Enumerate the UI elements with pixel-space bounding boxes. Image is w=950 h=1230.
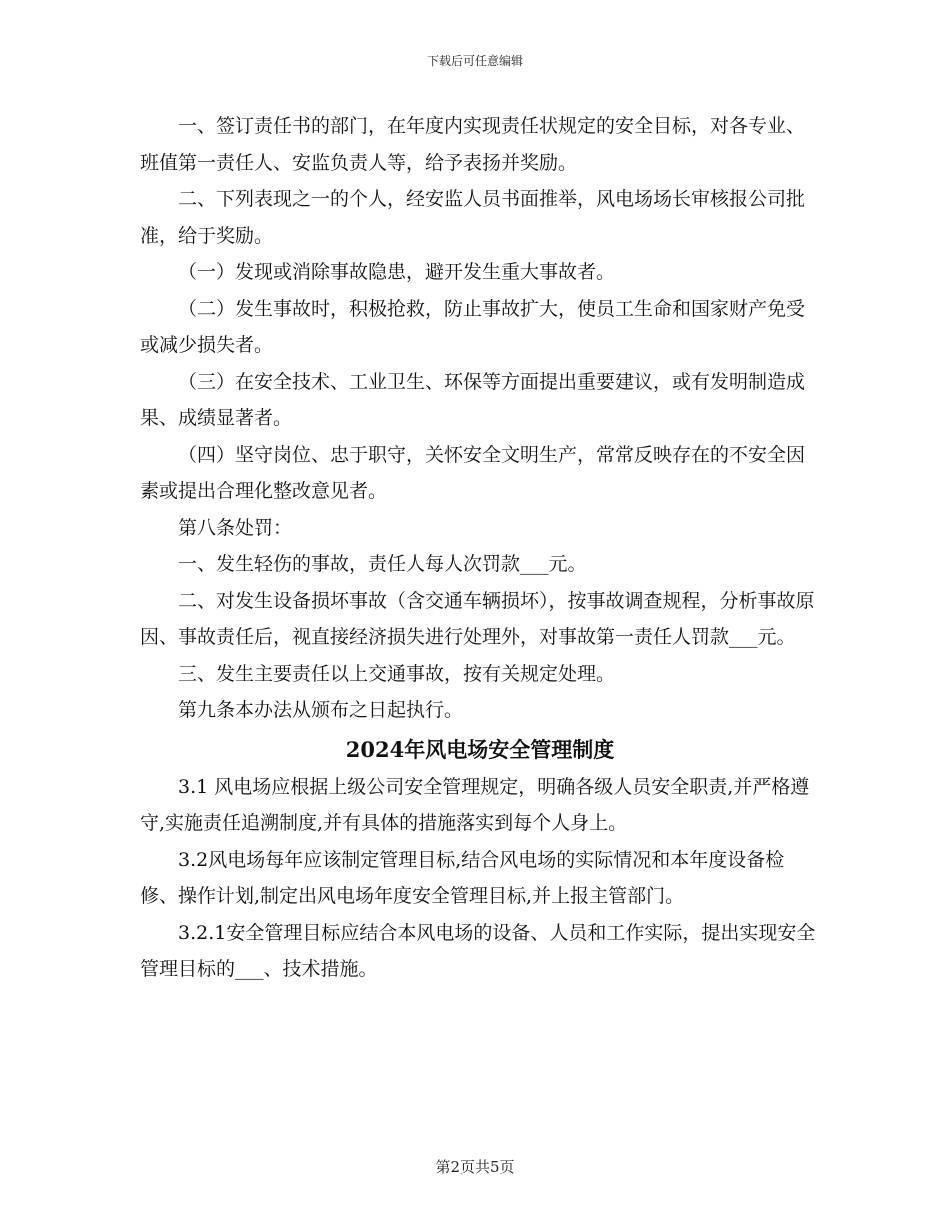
paragraph: 二、下列表现之一的个人，经安监人员书面推举，风电场场长审核报公司批准，给于奖励。	[140, 188, 806, 247]
section-title: 2024年风电场安全管理制度	[345, 736, 615, 762]
paragraph: 一、发生轻伤的事故，责任人每人次罚款___元。	[178, 553, 587, 575]
paragraph: （一）发现或消除事故隐患，避开发生重大事故者。	[178, 261, 616, 283]
paragraph: 3.1 风电场应根据上级公司安全管理规定，明确各级人员安全职责,并严格遵守,实施责任追溯制度,并有具体的措施落实到每个人身上。	[140, 775, 810, 834]
paragraph: 3.2.1安全管理目标应结合本风电场的设备、人员和工作实际，提出实现安全管理目标的___、技术措施。	[140, 921, 816, 980]
page-number: 第2页共5页	[435, 1158, 515, 1176]
header-note: 下载后可任意编辑	[426, 54, 523, 68]
paragraph: （四）坚守岗位、忠于职守，关怀安全文明生产，常常反映存在的不安全因素或提出合理化整改意见者。	[140, 443, 806, 502]
paragraph: 第八条处罚：	[178, 516, 293, 539]
paragraph: 一、签订责任书的部门，在年度内实现责任状规定的安全目标，对各专业、班值第一责任人、安监负责人等，给予表扬并奖励。	[140, 115, 806, 174]
paragraph: 第九条本办法从颁布之日起执行。	[178, 699, 464, 721]
paragraph: 3.2风电场每年应该制定管理目标,结合风电场的实际情况和本年度设备检修、操作计划,制定出风电场年度安全管理目标,并上报主管部门。	[140, 848, 785, 907]
paragraph: （二）发生事故时，积极抢救，防止事故扩大，使员工生命和国家财产免受或减少损失者。	[140, 297, 806, 356]
paragraph: 三、发生主要责任以上交通事故，按有关规定处理。	[178, 662, 616, 685]
paragraph: （三）在安全技术、工业卫生、环保等方面提出重要建议，或有发明制造成果、成绩显著者。	[140, 370, 806, 429]
paragraph: 二、对发生设备损坏事故（含交通车辆损坏），按事故调查规程，分析事故原因、事故责任后，视直接经济损失进行处理外，对事故第一责任人罚款___元。	[140, 589, 815, 648]
document-body	[140, 108, 820, 988]
